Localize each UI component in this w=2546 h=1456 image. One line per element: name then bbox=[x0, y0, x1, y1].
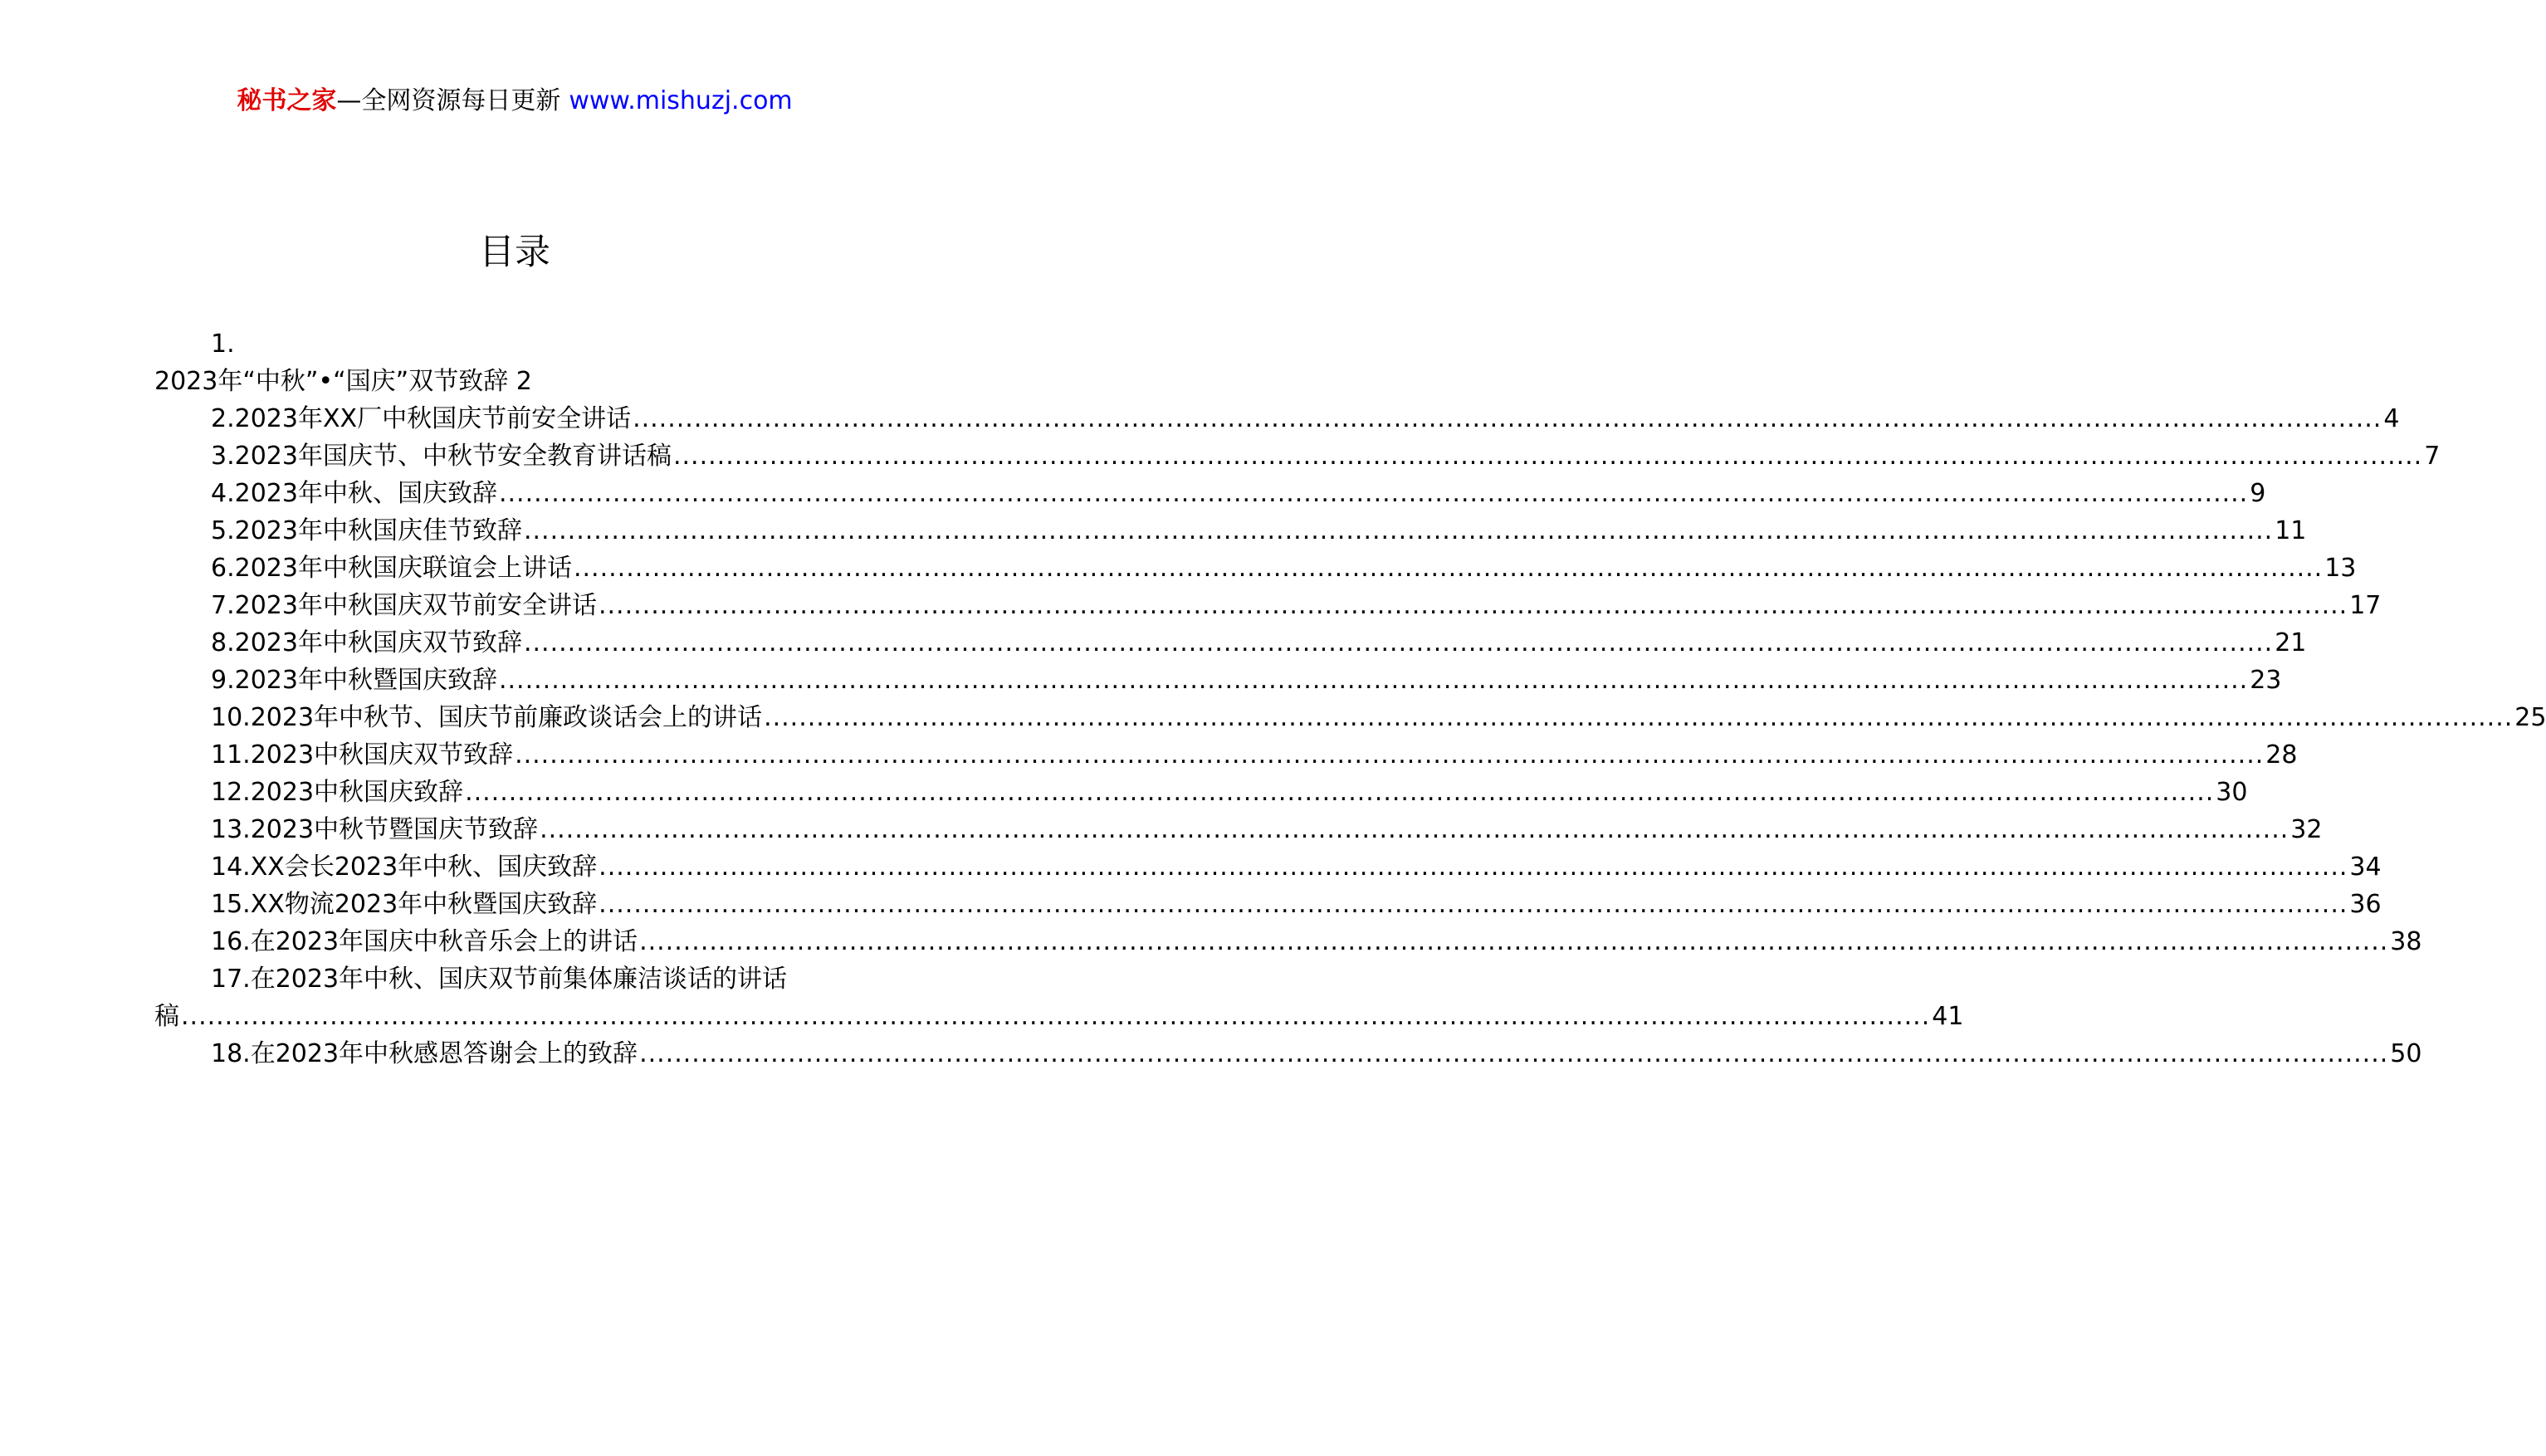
toc-item-page: 21 bbox=[2275, 628, 2307, 657]
brand-name: 秘书之家 bbox=[237, 86, 337, 115]
toc-item[interactable] bbox=[154, 662, 2282, 699]
toc-item-18[interactable] bbox=[154, 1035, 2422, 1072]
site-header bbox=[0, 85, 1029, 118]
site-url-link[interactable]: www.mishuzj.com bbox=[569, 86, 793, 115]
toc-item-title: 11.2023中秋国庆双节致辞 bbox=[211, 740, 514, 770]
dot-leader: ........................................................................................................................................................................................................ bbox=[573, 554, 2324, 583]
toc-item-title: 13.2023中秋节暨国庆节致辞 bbox=[211, 815, 539, 844]
toc-item-page: 34 bbox=[2349, 853, 2382, 882]
toc-item-title: 12.2023中秋国庆致辞 bbox=[211, 778, 464, 807]
toc-item-page: 9 bbox=[2250, 479, 2266, 508]
dot-leader: ........................................................................................................................................................................................................ bbox=[764, 703, 2514, 732]
toc-item[interactable] bbox=[154, 848, 2382, 886]
toc-item[interactable] bbox=[154, 587, 2382, 624]
toc-item[interactable] bbox=[154, 437, 2441, 475]
dot-leader: ........................................................................................................................................................................................................ bbox=[498, 666, 2249, 695]
toc-item[interactable] bbox=[154, 774, 2248, 811]
toc-item-title: 7.2023年中秋国庆双节前安全讲话 bbox=[211, 591, 597, 620]
toc-item-page: 32 bbox=[2290, 815, 2323, 844]
dot-leader: ........................................................................................................................................................................................................ bbox=[523, 516, 2274, 545]
toc-item-page: 38 bbox=[2390, 927, 2422, 956]
toc-item-page: 7 bbox=[2424, 442, 2441, 471]
toc-item[interactable] bbox=[154, 550, 2357, 587]
toc-item-17-line-2[interactable] bbox=[154, 998, 1964, 1035]
toc-item-1[interactable]: 2023年“中秋”•“国庆”双节致辞 2 bbox=[154, 367, 532, 396]
toc-item-title: 16.在2023年国庆中秋音乐会上的讲话 bbox=[211, 927, 638, 956]
dot-leader: ........................................................................................................................................................................................................ bbox=[639, 927, 2389, 956]
toc-item-page: 25 bbox=[2514, 703, 2546, 732]
dot-leader: ........................................................................................................................................................................................................ bbox=[540, 815, 2289, 844]
toc-item-title: 6.2023年中秋国庆联谊会上讲话 bbox=[211, 554, 572, 583]
toc-item-title: 8.2023年中秋国庆双节致辞 bbox=[211, 628, 522, 657]
dot-leader: ........................................................................................................................................................................................................ bbox=[633, 404, 2382, 433]
toc-item-title: 3.2023年国庆节、中秋节安全教育讲话稿 bbox=[211, 442, 672, 471]
toc-item-page: 36 bbox=[2349, 890, 2382, 919]
toc-item-title: 17.在2023年中秋、国庆双节前集体廉洁谈话的讲话 bbox=[211, 965, 788, 994]
dot-leader: ........................................................................................................................................................................................................ bbox=[599, 890, 2348, 919]
toc-item[interactable] bbox=[154, 400, 2400, 437]
toc-item-title: 18.在2023年中秋感恩答谢会上的致辞 bbox=[211, 1039, 638, 1068]
toc-item-page: 17 bbox=[2349, 591, 2382, 620]
toc-item-page: 11 bbox=[2275, 516, 2307, 545]
toc-item-page: 23 bbox=[2250, 666, 2282, 695]
table-of-contents bbox=[154, 325, 2546, 1072]
toc-item-page: 28 bbox=[2265, 740, 2298, 770]
toc-item-title: 15.XX物流2023年中秋暨国庆致辞 bbox=[211, 890, 598, 919]
toc-item-title: 2.2023年XX厂中秋国庆节前安全讲话 bbox=[211, 404, 632, 433]
dot-leader: ........................................................................................................................................................................................................ bbox=[598, 591, 2348, 620]
dot-leader: ........................................................................................................................................................................................................ bbox=[465, 778, 2215, 807]
toc-item-page: 30 bbox=[2216, 778, 2248, 807]
toc-item-title: 9.2023年中秋暨国庆致辞 bbox=[211, 666, 497, 695]
toc-item-title: 10.2023年中秋节、国庆节前廉政谈话会上的讲话 bbox=[211, 703, 763, 732]
dot-leader: ........................................................................................................................................................................................................ bbox=[181, 1002, 1931, 1031]
dot-leader: ........................................................................................................................................................................................................ bbox=[523, 628, 2274, 657]
toc-item-17-line-1[interactable] bbox=[154, 960, 870, 998]
dot-leader: ........................................................................................................................................................................................................ bbox=[599, 853, 2348, 882]
page-title: 目录 bbox=[479, 232, 550, 273]
toc-item-title: 14.XX会长2023年中秋、国庆致辞 bbox=[211, 853, 598, 882]
toc-item-1-number[interactable]: 1. bbox=[211, 330, 235, 359]
toc-item[interactable] bbox=[154, 923, 2422, 960]
header-tagline: —全网资源每日更新 bbox=[336, 86, 561, 115]
toc-item[interactable] bbox=[154, 736, 2298, 774]
toc-item[interactable] bbox=[154, 475, 2266, 512]
toc-item[interactable] bbox=[154, 811, 2323, 848]
toc-item-title-continued: 稿 bbox=[154, 1002, 179, 1031]
toc-item-page: 13 bbox=[2324, 554, 2357, 583]
toc-item[interactable] bbox=[154, 699, 2546, 736]
dot-leader: ........................................................................................................................................................................................................ bbox=[498, 479, 2249, 508]
toc-item[interactable] bbox=[154, 624, 2307, 662]
dot-leader: ........................................................................................................................................................................................................ bbox=[515, 740, 2265, 770]
toc-item[interactable] bbox=[154, 512, 2307, 550]
toc-item-title: 5.2023年中秋国庆佳节致辞 bbox=[211, 516, 522, 545]
toc-item[interactable] bbox=[154, 886, 2382, 923]
toc-item-title: 4.2023年中秋、国庆致辞 bbox=[211, 479, 497, 508]
dot-leader: ........................................................................................................................................................................................................ bbox=[672, 442, 2423, 471]
toc-item-page: 4 bbox=[2383, 404, 2400, 433]
dot-leader: ........................................................................................................................................................................................................ bbox=[639, 1039, 2389, 1068]
toc-item-page: 41 bbox=[1932, 1002, 1964, 1031]
toc-item-page: 50 bbox=[2390, 1039, 2422, 1068]
